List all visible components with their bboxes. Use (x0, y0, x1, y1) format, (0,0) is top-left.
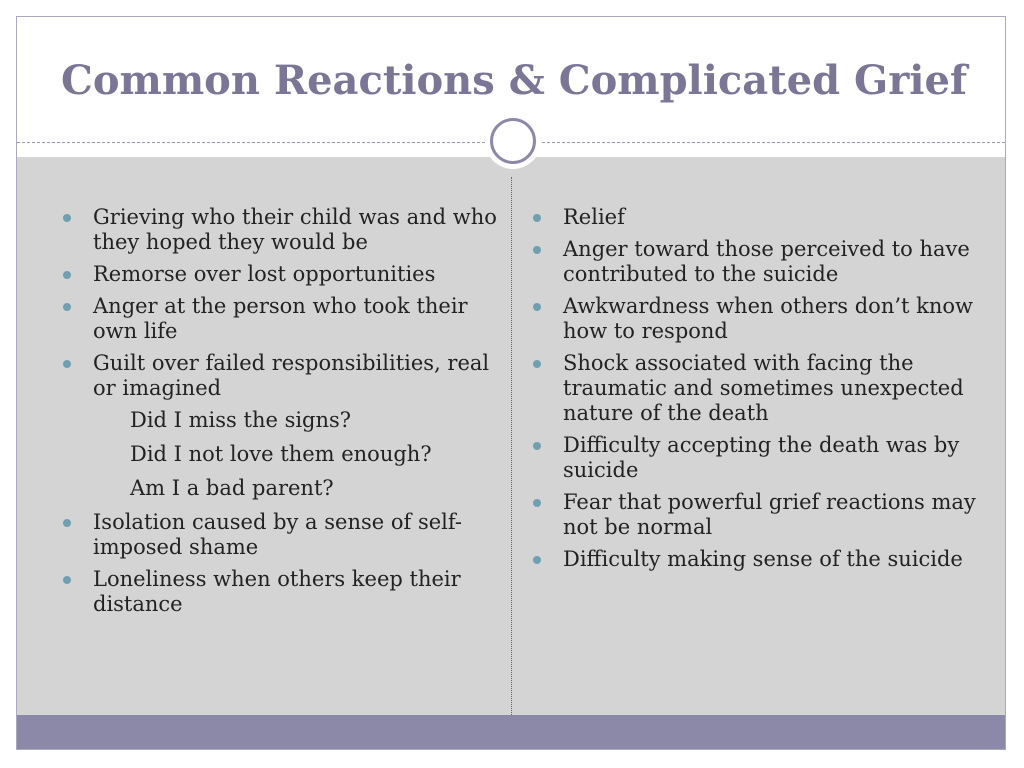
right-column-list (531, 205, 991, 579)
ornament-ring (490, 118, 536, 164)
right-bullet-item: Relief (531, 205, 991, 230)
left-bullet-item: Guilt over failed responsibilities, real or imagined (61, 351, 501, 401)
left-sub-item: Did I not love them enough? (130, 442, 432, 466)
column-divider (511, 177, 512, 715)
slide (16, 16, 1006, 750)
circle-ornament-icon (485, 113, 541, 169)
right-bullet-item: Anger toward those perceived to have contributed to the suicide (531, 237, 991, 287)
left-bullet-item: Loneliness when others keep their distance (61, 567, 501, 617)
left-column-list (61, 205, 501, 624)
right-bullet-item: Fear that powerful grief reactions may not be normal (531, 490, 991, 540)
left-bullet-item: Isolation caused by a sense of self-imposed shame (61, 510, 501, 560)
right-bullet-item: Difficulty accepting the death was by suicide (531, 433, 991, 483)
left-bullet-item: Anger at the person who took their own life (61, 294, 501, 344)
left-bullet-item: Grieving who their child was and who they hoped they would be (61, 205, 501, 255)
slide-title: Common Reactions & Complicated Grief (61, 57, 968, 104)
left-bullet-item: Remorse over lost opportunities (61, 262, 501, 287)
right-bullet-item: Shock associated with facing the traumatic and sometimes unexpected nature of the death (531, 351, 991, 426)
right-bullet-item: Awkwardness when others don’t know how to respond (531, 294, 991, 344)
left-sub-item: Did I miss the signs? (130, 408, 352, 432)
footer-bar (17, 715, 1005, 750)
left-sub-item: Am I a bad parent? (130, 476, 334, 500)
right-bullet-item: Difficulty making sense of the suicide (531, 547, 991, 572)
